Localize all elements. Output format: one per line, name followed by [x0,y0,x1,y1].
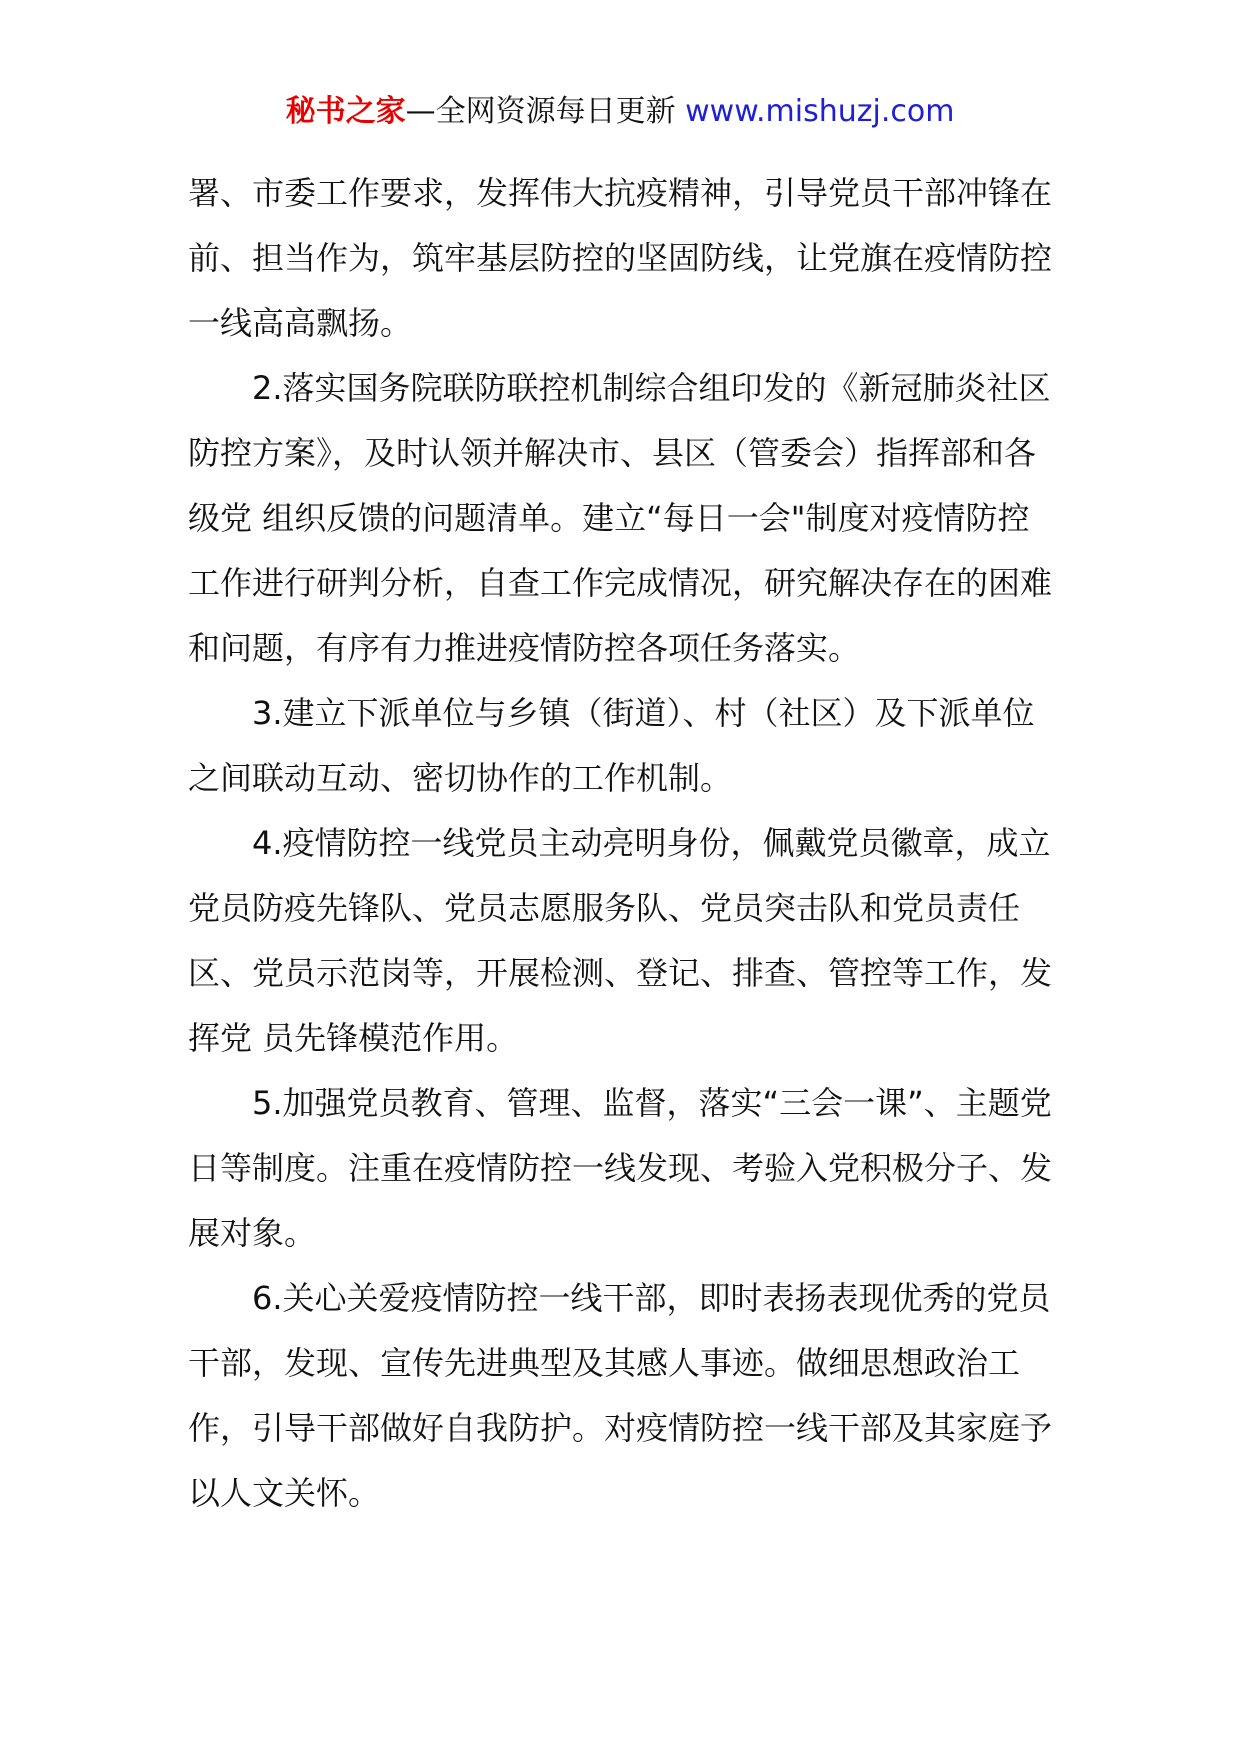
paragraph-item-6: 6.关心关爱疫情防控一线干部，即时表扬表现优秀的党员干部，发现、宣传先进典型及其感人事迹。做细思想政治工作，引导干部做好自我防护。对疫情防控一线干部及其家庭予以人文关怀。 [188,1279,1053,1512]
paragraph-continued: 署、市委工作要求，发挥伟大抗疫精神，引导党员干部冲锋在前、担当作为，筑牢基层防控的坚固防线，让党旗在疫情防控一线高高飘扬。 [188,174,1053,342]
paragraph-item-2: 2.落实国务院联防联控机制综合组印发的《新冠肺炎社区防控方案》，及时认领并解决市、县区（管委会）指挥部和各级党 组织反馈的问题清单。建立“每日一会"制度对疫情防控工作进行研判分析，自查工作完成情况，研究解决存在的困难和问题，有序有力推进疫情防控各项任务落实。 [188,369,1053,667]
document-body [188,161,1058,1526]
site-header [0,92,1240,132]
site-tagline: —全网资源每日更新 [405,94,676,129]
site-url-link[interactable]: www.mishuzj.com [685,94,955,129]
paragraph-item-4: 4.疫情防控一线党员主动亮明身份，佩戴党员徽章，成立党员防疫先锋队、党员志愿服务队、党员突击队和党员责任区、党员示范岗等，开展检测、登记、排查、管控等工作，发挥党 员先锋模范作用。 [188,824,1053,1057]
paragraph-item-3: 3.建立下派单位与乡镇（街道）、村（社区）及下派单位之间联动互动、密切协作的工作机制。 [188,694,1035,797]
site-brand: 秘书之家 [285,94,406,129]
paragraph-item-5: 5.加强党员教育、管理、监督，落实“三会一课”、主题党日等制度。注重在疫情防控一线发现、考验入党积极分子、发展对象。 [188,1084,1053,1252]
